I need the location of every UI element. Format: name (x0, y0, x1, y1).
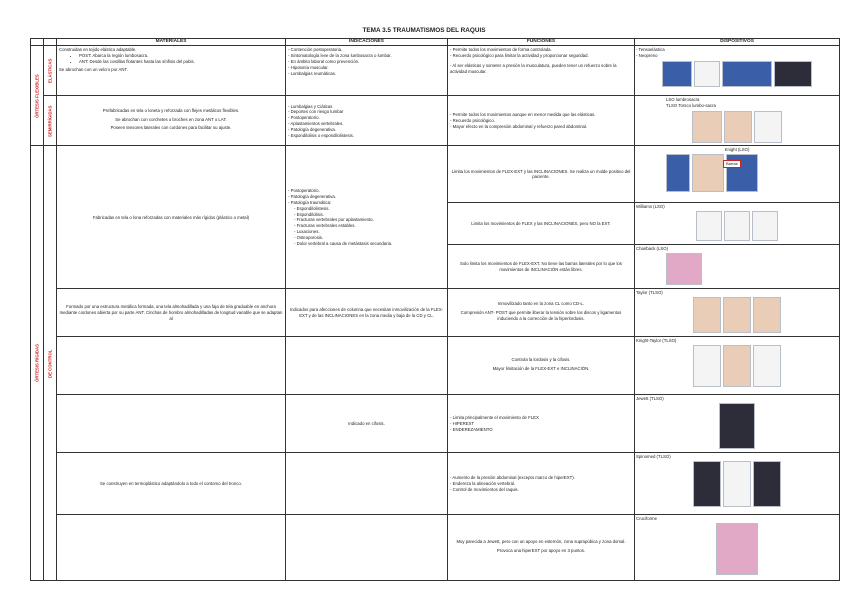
jewett-label: Jewett (TLSO) (636, 396, 664, 402)
tensoelastica-image (662, 61, 692, 87)
elasticas-funcion-3: - Al ser elásticas y someter a presión la musculatura, pueden tener un refuerzo sobre la actividad muscular. (450, 63, 617, 74)
rigidas-indicaciones-a (288, 188, 445, 205)
list-item: - Recuerdo psicológico. (450, 118, 632, 124)
taylor-image-2 (723, 297, 751, 333)
list-item: - Patología degenerativa. (288, 126, 337, 132)
list-item: - Hipotonía muscular. (288, 65, 445, 71)
list-item: - Espondilolistesis. (294, 206, 445, 212)
knight-image-1 (666, 154, 690, 192)
list-item: - Patología degenerativa. (288, 194, 337, 200)
list-item: - Espondilolisis. (294, 212, 445, 218)
taylor-funcion-1: Inmovilizado tanto en la zona CL como CD-L. (497, 301, 585, 307)
knight-taylor-label: Knight-Taylor (TLSO) (636, 338, 677, 344)
cruciforme-funcion-2: Provoca una hiperEXT por apoyo en 3 puntos. (496, 547, 586, 553)
taylor-label: Taylor (TLSO) (636, 290, 663, 296)
taylor-image-1 (693, 297, 721, 333)
elasticas-material-post: • POST: Abarca la región lumbosacra. (79, 53, 283, 59)
list-item: - Luxaciones. (294, 229, 445, 235)
list-item: - Postoperatorio. (288, 188, 320, 194)
orthoses-table (30, 38, 839, 580)
elasticas-disp-1: - Tensoelástica (636, 47, 665, 53)
list-item: - Fracturas vertebrales por aplastamiento. (294, 217, 445, 223)
page-title: TEMA 3.5 TRAUMATISMOS DEL RAQUIS (362, 27, 486, 34)
list-item: - En ámbito laboral como prevención. (288, 59, 445, 65)
semirrigidas-funciones (450, 112, 632, 129)
knight-taylor-image-2 (723, 345, 751, 387)
knight-label: Knight (LSO) (724, 147, 750, 153)
list-item: - Lumbalgias reumáticas. (288, 71, 445, 77)
semirrigidas-indicaciones (288, 104, 445, 139)
list-item: - Sintomatología leve de la zona lumbosacra o lumbar. (288, 53, 445, 59)
subgroup-elasticas: ELÁSTICAS (44, 46, 57, 96)
knight-taylor-image-1 (693, 345, 721, 387)
list-item: - Fracturas vertebrales estables. (294, 223, 445, 229)
header-indicaciones: INDICACIONES (286, 39, 448, 46)
spinomed-funciones (450, 475, 632, 492)
cruciforme-image (716, 523, 758, 575)
spinomed-image-2 (723, 461, 751, 507)
list-item: - Control de movimientos del raquis. (450, 486, 519, 492)
williams-image-3 (752, 211, 778, 241)
list-item: - Patología traumática: (288, 200, 332, 206)
list-item: - Endereza la alineación vertebral. (450, 481, 516, 487)
list-item: - HIPEREXT (450, 421, 475, 427)
list-item: - Postoperatorio. (288, 115, 320, 121)
tlso-image-2 (754, 111, 782, 143)
jewett-funciones (450, 415, 632, 432)
barras-label: Barras (723, 160, 741, 167)
semirrigidas-material-2: Se abrochan con corchetes o broches en zona ANT o LAT. (115, 116, 227, 122)
group-rigidas: ÓRTESIS RÍGIDAS (31, 146, 44, 581)
rigidas-material-a: Fabricadas en tela o lona reforzadas con materiales más rígidos (plástico o metal) (57, 146, 286, 289)
williams-image-1 (696, 211, 722, 241)
spinomed-material: Se construyen en termoplástico adaptándolo a todo el contorno del tronco. (57, 453, 286, 515)
knight-taylor-image-3 (753, 345, 781, 387)
header-materiales: MATERIALES (57, 39, 286, 46)
knight-funcion: Limita los movimientos de FLEX-EXT y las INCLINACIONES. Se realiza un molde positivo del paciente. (448, 146, 635, 203)
tlso-image-1 (724, 111, 752, 143)
list-item: - Contención postoperatoria. (288, 47, 445, 53)
semirrigidas-material-1: Prefabricadas en tela o loneta y reforzada con flejes metálicos flexibles. (102, 107, 240, 113)
cruciforme-label: Cruciforme (636, 516, 658, 522)
spinomed-label: Spinomed (TLSO) (636, 454, 671, 460)
lso-image (692, 111, 722, 143)
list-item: - Deportes con riesgo lumbar (288, 109, 344, 115)
neopreno-image-1 (694, 61, 720, 87)
list-item: - Permite todos los movimientos aunque en menor medida que las elásticas. (450, 112, 632, 118)
spinomed-image-3 (753, 461, 781, 507)
elasticas-disp-2: - Neopreno (636, 53, 658, 59)
neopreno-image-3 (774, 61, 812, 87)
knight-taylor-funcion-1: Controla la lordosis y la cifosis. (511, 357, 571, 363)
list-item: - ENDEREZAMIENTO (450, 426, 493, 432)
rigidas-material-b: Formado por una estructura metálica formada, una tela almohadillada y una faja de tela graduable en anchura mediante cordones abierta por su parte ANT. Cinchas de hombro almohadilladas de longitud variable que se adaptan al (57, 289, 286, 337)
list-item: - Espondilolisis o espondilolistesis. (288, 132, 354, 138)
subgroup-semirrigidas: SEMIRRÍGIDAS (44, 96, 57, 146)
chairback-funcion: Solo limita los movimientos de FLEX-EXT. No tiene las barras laterales por lo que los movimientos de INCLINACIÓN están libres. (448, 245, 635, 289)
list-item: - Limita principalmente el movimiento de FLEX (450, 415, 539, 421)
taylor-funcion-2: Compresión ANT- POST que permite liberar la tensión sobre los discos y ligamentos induciendo a la corrección de la hiperlordosis. (460, 310, 622, 321)
chairback-label: Chairback (LSO) (636, 246, 668, 252)
williams-image-2 (724, 211, 750, 241)
cruciforme-funcion-1: Muy parecida a Jewett, pero con un apoyo en esternón, zona suprapúbica y zona dorsal. (456, 539, 626, 545)
williams-label: Williams (LSO) (636, 204, 665, 210)
knight-image-2 (692, 154, 724, 192)
spinomed-image-1 (693, 461, 721, 507)
semirrigidas-material-3: Poseen tensores laterales con cordones para facilitar su ajuste. (110, 125, 232, 131)
header-dispositivos: DISPOSITIVOS (635, 39, 840, 46)
elasticas-funcion-1: - Permite todos los movimientos de forma controlada. (450, 47, 552, 53)
list-item: - Mayor efecto en la compresión abdominal y refuerzo pared abdominal. (450, 124, 632, 130)
semirrigidas-disp-2: TLSO Torsco lumbo-sacra (666, 103, 716, 109)
williams-funcion: Limita los movimientos de FLEX y las INCLINACIONES, pero NO la EXT. (448, 203, 635, 245)
neopreno-image-2 (722, 61, 772, 87)
list-item: - Aplastamientos vertebrales. (288, 120, 344, 126)
header-funciones: FUNCIONES (448, 39, 635, 46)
jewett-indicacion: Indicado en cifosis. (286, 395, 448, 453)
elasticas-indicaciones (288, 47, 445, 76)
rigidas-indicaciones-b: Indicados para afecciones de columna que necesitan inmovilización de la FLEX-EXT y de las INCLINACIONES en la zona media y baja de la CD y CL. (286, 289, 448, 337)
elasticas-material-cierre: Se abrochan con un velcro por ANT. (59, 66, 128, 72)
knight-taylor-funcion-2: Mayor limitación de la FLEX-EXT e INCLINACIÓN. (492, 365, 590, 371)
jewett-image (719, 403, 755, 449)
list-item: - Lumbalgias y Ciáticas (288, 103, 333, 109)
semirrigidas-disp-1: LSO lumbrosacra (666, 97, 700, 103)
elasticas-material-intro: Construidas en tejido elástico adaptable. (59, 47, 137, 53)
taylor-image-3 (753, 297, 781, 333)
elasticas-funcion-2: - Recuerdo psicológico para limitar la actividad y proporcionar seguridad. (450, 53, 589, 59)
list-item: - Dolor vertebral a causa de metástasis secundaria. (294, 241, 445, 247)
elasticas-material-ant: • ANT: Desde las costillas flotantes hasta las sínfisis del pubis. (79, 59, 283, 65)
list-item: - Aumento de la presión abdominal (excepto marco de hiperEXT). (450, 475, 575, 481)
list-item: - Osteoporosis. (294, 235, 445, 241)
group-flexibles: ÓRTESIS FLEXIBLES (31, 46, 44, 146)
chairback-image (666, 253, 702, 285)
subgroup-control: DE CONTROL (44, 146, 57, 581)
